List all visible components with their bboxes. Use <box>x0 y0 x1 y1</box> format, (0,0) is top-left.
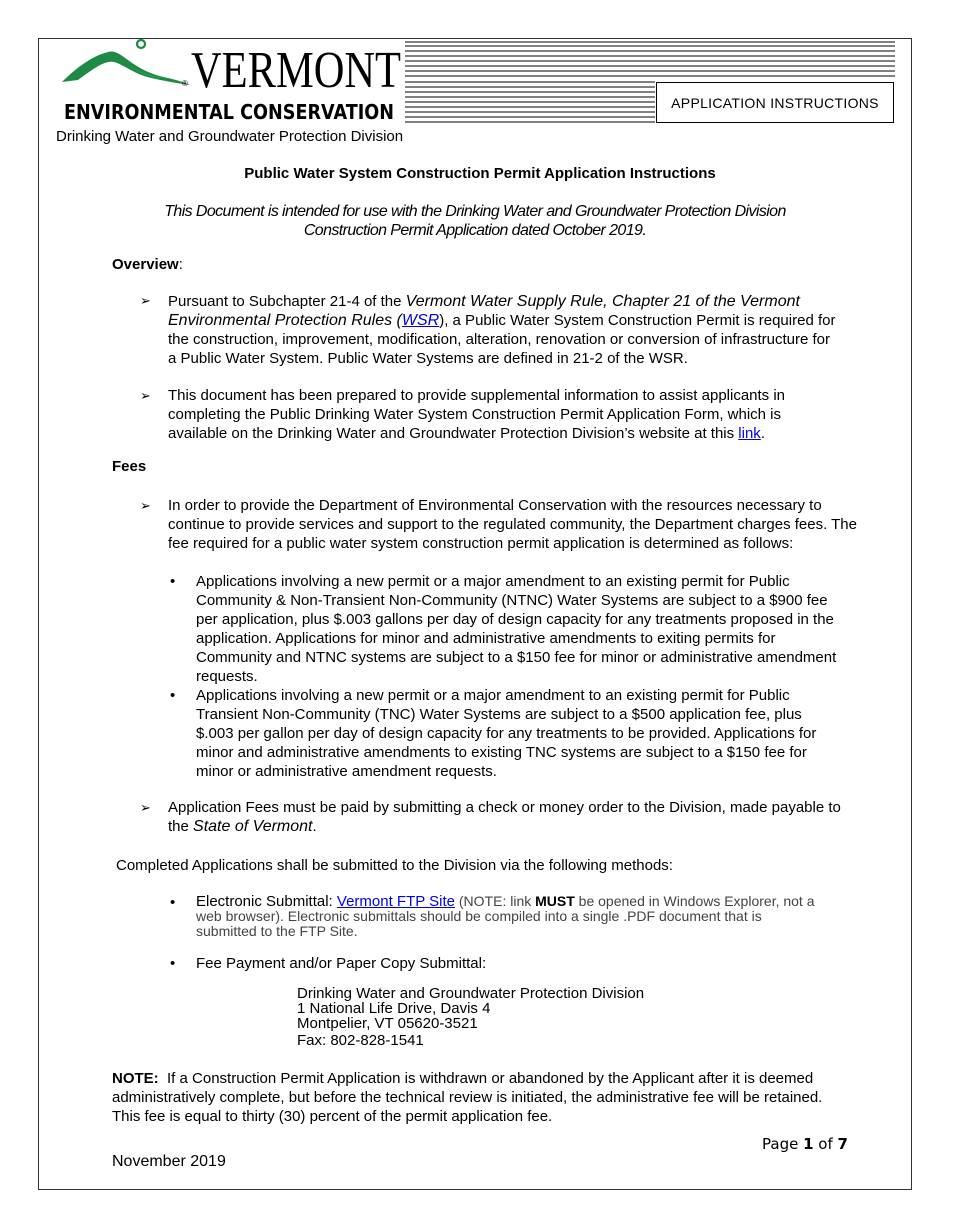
payee-name: State of Vermont <box>193 818 313 835</box>
ftp-note-pre: (NOTE: link <box>455 893 536 909</box>
logo-reg-mark: ® <box>182 79 188 88</box>
mountain-swoosh-icon <box>62 51 190 85</box>
sun-circle-icon <box>137 40 145 48</box>
bullet-2-text-post: . <box>760 425 765 442</box>
bullet-1-text-pre: Pursuant to Subchapter 21-4 of the <box>168 293 406 310</box>
electronic-submittal <box>196 894 824 939</box>
division-name: Drinking Water and Groundwater Protection Division <box>56 128 404 145</box>
payment-text-pre: Application Fees must be paid by submitting a check or money order to the Division, made payable to the <box>168 799 841 835</box>
overview-heading-text: Overview <box>112 256 179 273</box>
overview-heading <box>112 256 183 273</box>
arrow-bullet-icon: ➢ <box>140 800 151 815</box>
must-emphasis: MUST <box>535 893 575 909</box>
dot-bullet-icon: • <box>170 894 176 911</box>
note-label: NOTE: <box>112 1070 159 1087</box>
dot-bullet-icon: • <box>170 687 176 704</box>
address-line: Montpelier, VT 05620-3521 <box>297 1015 478 1032</box>
logo-subline: ENVIRONMENTAL CONSERVATION <box>64 100 394 124</box>
fees-intro: In order to provide the Department of Environmental Conservation with the resources necessary to continue to provide services and support to the regulated community, the Department charges fees. The fee required for a public water system construction permit application is determined as follows: <box>168 497 857 552</box>
withdrawal-note <box>112 1069 852 1126</box>
payment-text-post: . <box>312 818 317 835</box>
document-subtitle <box>140 202 810 240</box>
vermont-ftp-site-link[interactable]: Vermont FTP Site <box>336 893 455 910</box>
electronic-submittal-label: Electronic Submittal: <box>196 893 337 910</box>
fees-tnc: Applications involving a new permit or a major amendment to an existing permit for Public Transient Non-Community (TNC) Water Systems are subject to a $500 application fee, plus $.003 per gallon per day of design capacity for any treatments to be provided. Applications for minor and administrative amendments to existing TNC systems are subject to a $150 fee for minor or administrative amendment requests. <box>196 687 817 780</box>
application-instructions-box <box>656 82 894 123</box>
submission-intro: Completed Applications shall be submitted to the Division via the following methods: <box>116 857 673 874</box>
address-line: Drinking Water and Groundwater Protection Division <box>297 985 645 1002</box>
arrow-bullet-icon: ➢ <box>140 388 151 403</box>
ftp-note-post: be opened in Windows Explorer, not a web browser). Electronic submittals should be compiled into a single .PDF document that is submitted to the FTP Site. <box>196 893 815 939</box>
fees-heading: Fees <box>112 458 147 475</box>
document-title: Public Water System Construction Permit Application Instructions <box>244 165 716 182</box>
rule-name: Vermont Water Supply Rule, Chapter 21 of the Vermont Environmental Protection Rules <box>168 293 800 329</box>
mailing-address <box>297 986 644 1048</box>
dot-bullet-icon: • <box>170 955 176 972</box>
page-current: 1 <box>803 1135 814 1153</box>
page-total: 7 <box>837 1135 848 1153</box>
bullet-1-text-post: ), a Public Water System Construction Permit is required for the construction, improvement, modification, alteration, renovation or conversion of infrastructure for a Public Water System. Public Water Systems are defined in 21-2 of the WSR. <box>168 312 836 367</box>
application-instructions-label: APPLICATION INSTRUCTIONS <box>671 94 879 111</box>
dot-bullet-icon: • <box>170 573 176 590</box>
page-word: Page <box>762 1135 804 1153</box>
page-of: of <box>813 1135 838 1153</box>
bullet-1-open-paren: ( <box>392 312 402 329</box>
overview-heading-colon: : <box>178 256 183 273</box>
page-number <box>762 1135 848 1153</box>
paper-submittal-label: Fee Payment and/or Paper Copy Submittal: <box>196 955 487 972</box>
subtitle-line-2: Construction Permit Application dated October 2019. <box>303 222 647 239</box>
arrow-bullet-icon: ➢ <box>140 293 151 308</box>
overview-bullet-2 <box>168 386 828 443</box>
note-text: If a Construction Permit Application is withdrawn or abandoned by the Applicant after it is deemed administratively complete, but before the technical review is initiated, the administrative fee will be retained. This fee is equal to thirty (30) percent of the permit application fee. <box>112 1070 827 1125</box>
fees-payment <box>168 798 858 836</box>
overview-bullet-1 <box>168 292 840 368</box>
logo-wordmark: VERMONT <box>191 42 401 99</box>
fees-community-ntnc: Applications involving a new permit or a major amendment to an existing permit for Public Community & Non-Transient Non-Community (NTNC) Water Systems are subject to a $900 fee per application, plus $.003 gallons per day of design capacity for any treatments proposed in the application. Applications for minor and administrative amendments to exiting permits for Community and NTNC systems are subject to a $150 fee for minor or administrative amendment requests. <box>196 573 837 685</box>
subtitle-line-1: This Document is intended for use with the Drinking Water and Groundwater Protection Division <box>164 203 786 220</box>
wsr-link[interactable]: WSR <box>401 312 440 329</box>
vermont-dec-logo <box>58 38 403 124</box>
bullet-2-text-pre: This document has been prepared to provide supplemental information to assist applicants in completing the Public Drinking Water System Construction Permit Application Form, which is available on the Drinking Water and Groundwater Protection Division’s website at this <box>168 387 786 442</box>
arrow-bullet-icon: ➢ <box>140 498 151 513</box>
fax-number: Fax: 802-828-1541 <box>297 1032 424 1049</box>
address-line: 1 National Life Drive, Davis 4 <box>297 1000 491 1017</box>
footer-date: November 2019 <box>112 1153 226 1170</box>
application-form-link[interactable]: link <box>738 425 761 442</box>
